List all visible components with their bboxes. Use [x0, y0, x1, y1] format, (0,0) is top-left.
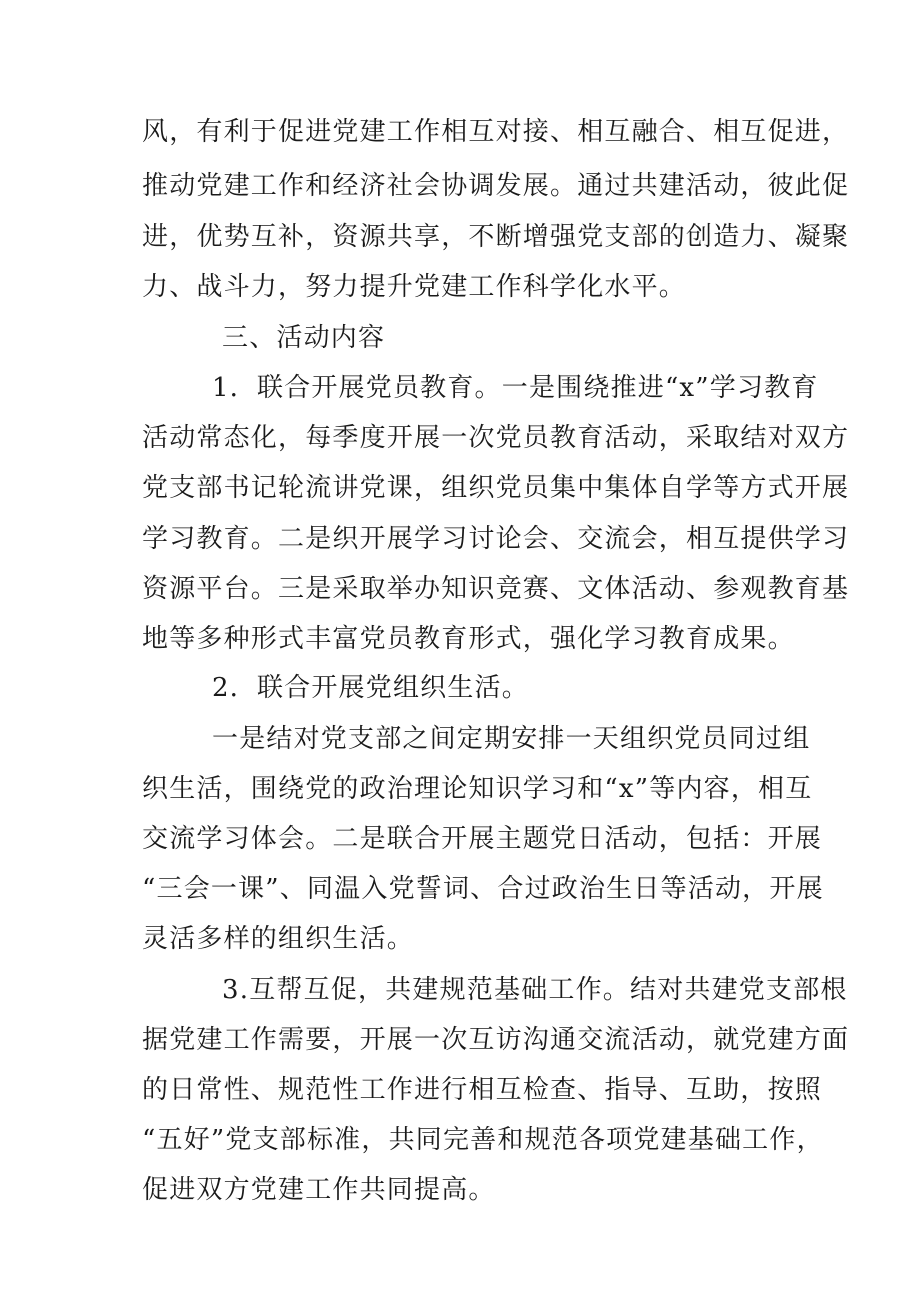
paragraph-line: 1．联合开展党员教育。一是围绕推进“x”学习教育: [212, 373, 819, 403]
paragraph-line: 进，优势互补，资源共享，不断增强党支部的创造力、凝聚: [142, 222, 850, 252]
paragraph-line: 推动党建工作和经济社会协调发展。通过共建活动，彼此促: [142, 171, 850, 201]
paragraph-line: 风，有利于促进党建工作相互对接、相互融合、相互促进，: [142, 117, 850, 147]
paragraph-line: 交流学习体会。二是联合开展主题党日活动，包括：开展: [142, 824, 823, 854]
paragraph-line: 党支部书记轮流讲党课，组织党员集中集体自学等方式开展: [142, 473, 850, 503]
paragraph-line: “五好”党支部标准，共同完善和规范各项党建基础工作，: [142, 1125, 824, 1155]
subheading-line: 2．联合开展党组织生活。: [212, 673, 529, 703]
section-heading: 三、活动内容: [222, 323, 386, 353]
paragraph-line: 灵活多样的组织生活。: [142, 924, 415, 954]
paragraph-line: 活动常态化，每季度开展一次党员教育活动，采取结对双方: [142, 423, 850, 453]
paragraph-line: 织生活，围绕党的政治理论知识学习和“x”等内容，相互: [142, 774, 813, 804]
paragraph-line: 3.互帮互促，共建规范基础工作。结对共建党支部根: [222, 975, 848, 1005]
paragraph-line: 一是结对党支部之间定期安排一天组织党员同过组: [212, 724, 811, 754]
paragraph-line: 促进双方党建工作共同提高。: [142, 1175, 496, 1205]
paragraph-line: 地等多种形式丰富党员教育形式，强化学习教育成果。: [142, 624, 795, 654]
paragraph-line: 的日常性、规范性工作进行相互检查、指导、互助，按照: [142, 1075, 823, 1105]
paragraph-line: 据党建工作需要，开展一次互访沟通交流活动，就党建方面: [142, 1025, 850, 1055]
paragraph-line: “三会一课”、同温入党誓词、合过政治生日等活动，开展: [142, 874, 824, 904]
paragraph-line: 资源平台。三是采取举办知识竞赛、文体活动、参观教育基: [142, 574, 850, 604]
paragraph-line: 力、战斗力，努力提升党建工作科学化水平。: [142, 272, 687, 302]
paragraph-line: 学习教育。二是织开展学习讨论会、交流会，相互提供学习: [142, 524, 850, 554]
